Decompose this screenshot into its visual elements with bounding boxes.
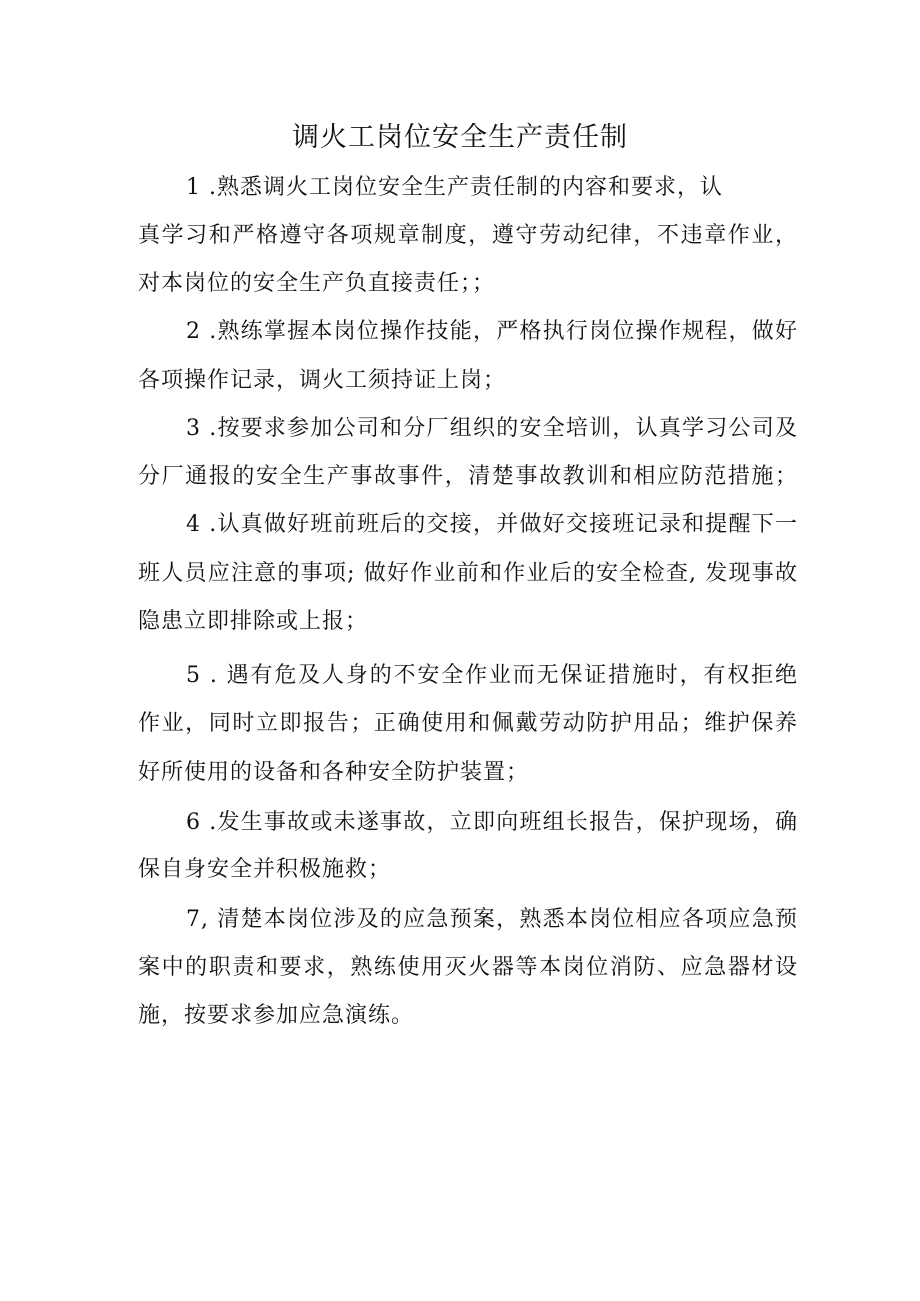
paragraph-1-line-1: 1 .熟悉调火工岗位安全生产责任制的内容和要求，认 [186, 175, 723, 200]
paragraph-2-line-1: 2 .熟练掌握本岗位操作技能，严格执行岗位操作规程，做好 [186, 319, 798, 344]
paragraph-5-line-1: 5 . 遇有危及人身的不安全作业而无保证措施时，有权拒绝 [186, 663, 798, 688]
paragraph-3-line-2: 分厂通报的安全生产事故事件，清楚事故教训和相应防范措施； [138, 464, 798, 489]
paragraph-7-line-3: 施，按要求参加应急演练。 [138, 1003, 415, 1028]
paragraph-7-line-2: 案中的职责和要求，熟练使用灭火器等本岗位消防、应急器材设 [138, 955, 798, 980]
paragraph-5-line-3: 好所使用的设备和各种安全防护装置； [138, 760, 530, 785]
paragraph-6-line-1: 6 .发生事故或未遂事故，立即向班组长报告，保护现场，确 [186, 810, 798, 835]
paragraph-4-line-1: 4 .认真做好班前班后的交接，并做好交接班记录和提醒下一 [186, 512, 798, 537]
paragraph-3-line-1: 3 .按要求参加公司和分厂组织的安全培训，认真学习公司及 [186, 416, 798, 441]
paragraph-6-line-2: 保自身安全并积极施救； [138, 857, 392, 882]
paragraph-2-line-2: 各项操作记录，调火工须持证上岗； [138, 368, 507, 393]
paragraph-4-line-3: 隐患立即排除或上报； [138, 609, 369, 634]
document-title: 调火工岗位安全生产责任制 [292, 122, 628, 153]
paragraph-1-line-2: 真学习和严格遵守各项规章制度，遵守劳动纪律，不违章作业， [138, 223, 798, 248]
paragraph-1-line-3: 对本岗位的安全生产负直接责任；； [138, 271, 496, 296]
paragraph-7-line-1: 7, 清楚本岗位涉及的应急预案，熟悉本岗位相应各项应急预 [186, 907, 798, 932]
paragraph-5-line-2: 作业，同时立即报告；正确使用和佩戴劳动防护用品；维护保养 [138, 711, 798, 736]
paragraph-4-line-2: 班人员应注意的事项; 做好作业前和作业后的安全检查, 发现事故 [138, 561, 798, 586]
